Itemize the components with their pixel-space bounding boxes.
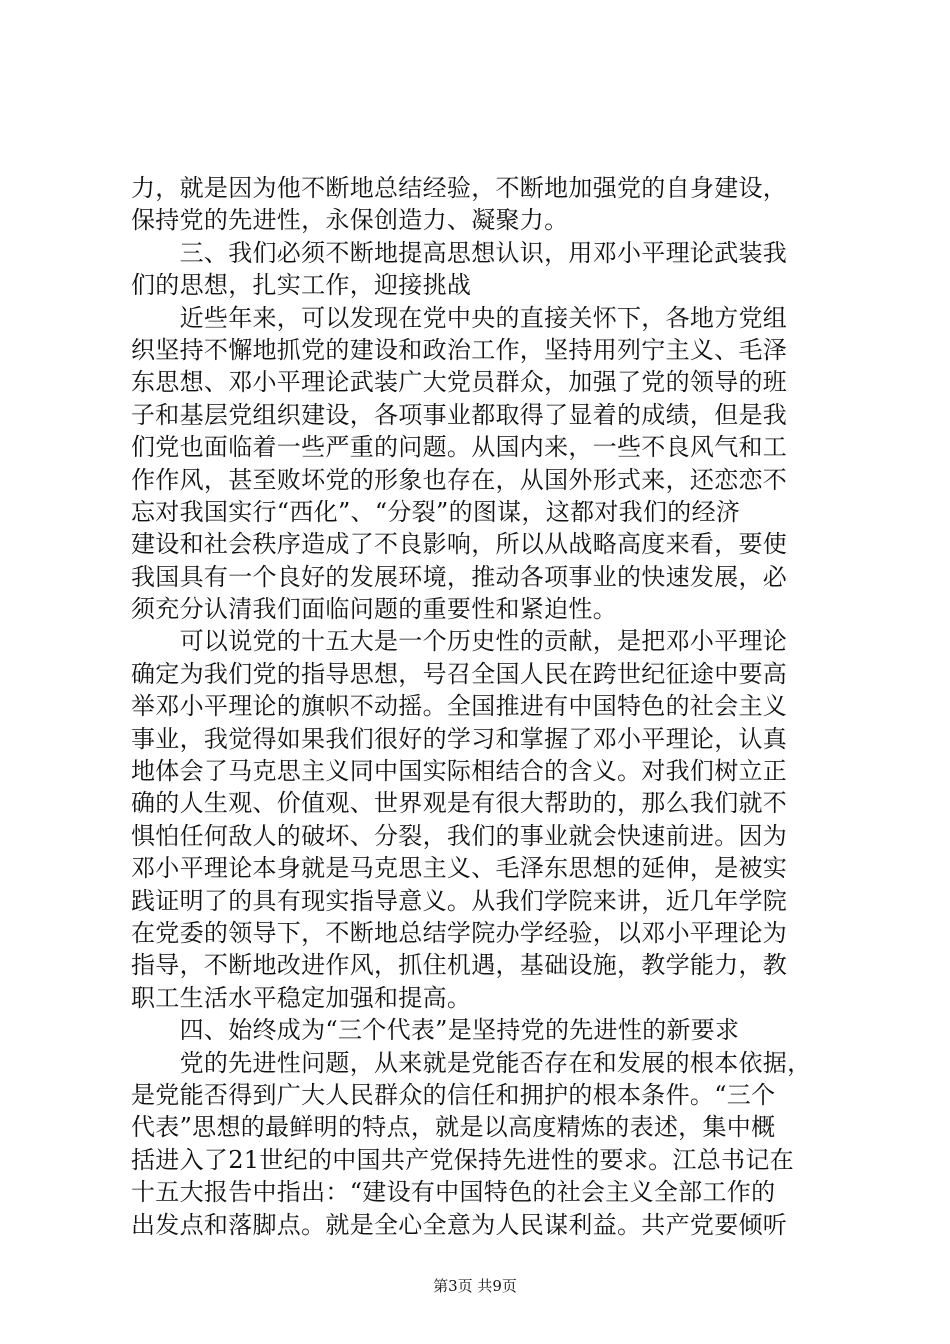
text-line: 我国具有一个良好的发展环境，推动各项事业的快速发展，必 [131,562,788,591]
text-line: 地体会了马克思主义同中国实际相结合的含义。对我们树立正 [131,757,788,786]
text-line: 括进入了21世纪的中国共产党保持先进性的要求。江总书记在 [131,1145,794,1174]
text-line: 力，就是因为他不断地总结经验，不断地加强党的自身建设， [131,174,788,202]
text-line: 邓小平理论本身就是马克思主义、毛泽东思想的延伸，是被实 [131,854,788,883]
text-line: 子和基层党组织建设，各项事业都取得了显着的成绩，但是我 [131,400,788,429]
page-footer: 第3页 共9页 [433,1277,517,1295]
text-line: 代表”思想的最鲜明的特点，就是以高度精炼的表述，集中概 [131,1113,776,1142]
text-line: 党的先进性问题，从来就是党能否存在和发展的根本依据， [131,1048,812,1077]
text-line: 东思想、邓小平理论武装广大党员群众，加强了党的领导的班 [131,368,788,397]
body-text [131,172,831,1241]
text-line: 忘对我国实行“西化”、“分裂”的图谋，这都对我们的经济 [131,497,741,526]
text-line: 近些年来，可以发现在党中央的直接关怀下，各地方党组 [131,303,788,332]
text-line: 三、我们必须不断地提高思想认识，用邓小平理论武装我 [131,238,788,267]
text-line: 建设和社会秩序造成了不良影响，所以从战略高度来看，要使 [131,530,788,559]
text-line: 是党能否得到广大人民群众的信任和拥护的根本条件。“三个 [131,1080,776,1109]
text-line: 须充分认清我们面临问题的重要性和紧迫性。 [131,595,617,624]
text-line: 确定为我们党的指导思想，号召全国人民在跨世纪征途中要高 [131,659,788,688]
text-line: 事业，我觉得如果我们很好的学习和掌握了邓小平理论，认真 [131,724,788,753]
text-line: 可以说党的十五大是一个历史性的贡献，是把邓小平理论 [131,627,788,656]
text-line: 践证明了的具有现实指导意义。从我们学院来讲，近几年学院 [131,886,788,915]
text-line: 举邓小平理论的旗帜不动摇。全国推进有中国特色的社会主义 [131,692,788,721]
text-line: 职工生活水平稳定加强和提高。 [131,983,472,1012]
text-line: 四、始终成为“三个代表”是坚持党的先进性的新要求 [131,1016,740,1045]
text-line: 出发点和落脚点。就是全心全意为人民谋利益。共产党要倾听 [131,1210,788,1239]
text-line: 保持党的先进性，永保创造力、凝聚力。 [131,206,569,235]
text-line: 们的思想，扎实工作，迎接挑战 [131,271,472,300]
text-line: 惧怕任何敌人的破坏、分裂，我们的事业就会快速前进。因为 [131,821,788,850]
text-line: 织坚持不懈地抓党的建设和政治工作，坚持用列宁主义、毛泽 [131,335,788,364]
text-line: 十五大报告中指出：“建设有中国特色的社会主义全部工作的 [131,1178,776,1207]
text-line: 在党委的领导下，不断地总结学院办学经验，以邓小平理论为 [131,918,788,947]
text-line: 指导，不断地改进作风，抓住机遇，基础设施，教学能力，教 [131,951,788,980]
text-line: 确的人生观、价值观、世界观是有很大帮助的，那么我们就不 [131,789,788,818]
text-line: 作作风，甚至败坏党的形象也存在，从国外形式来，还恋恋不 [131,465,788,494]
text-line: 们党也面临着一些严重的问题。从国内来，一些不良风气和工 [131,433,788,462]
